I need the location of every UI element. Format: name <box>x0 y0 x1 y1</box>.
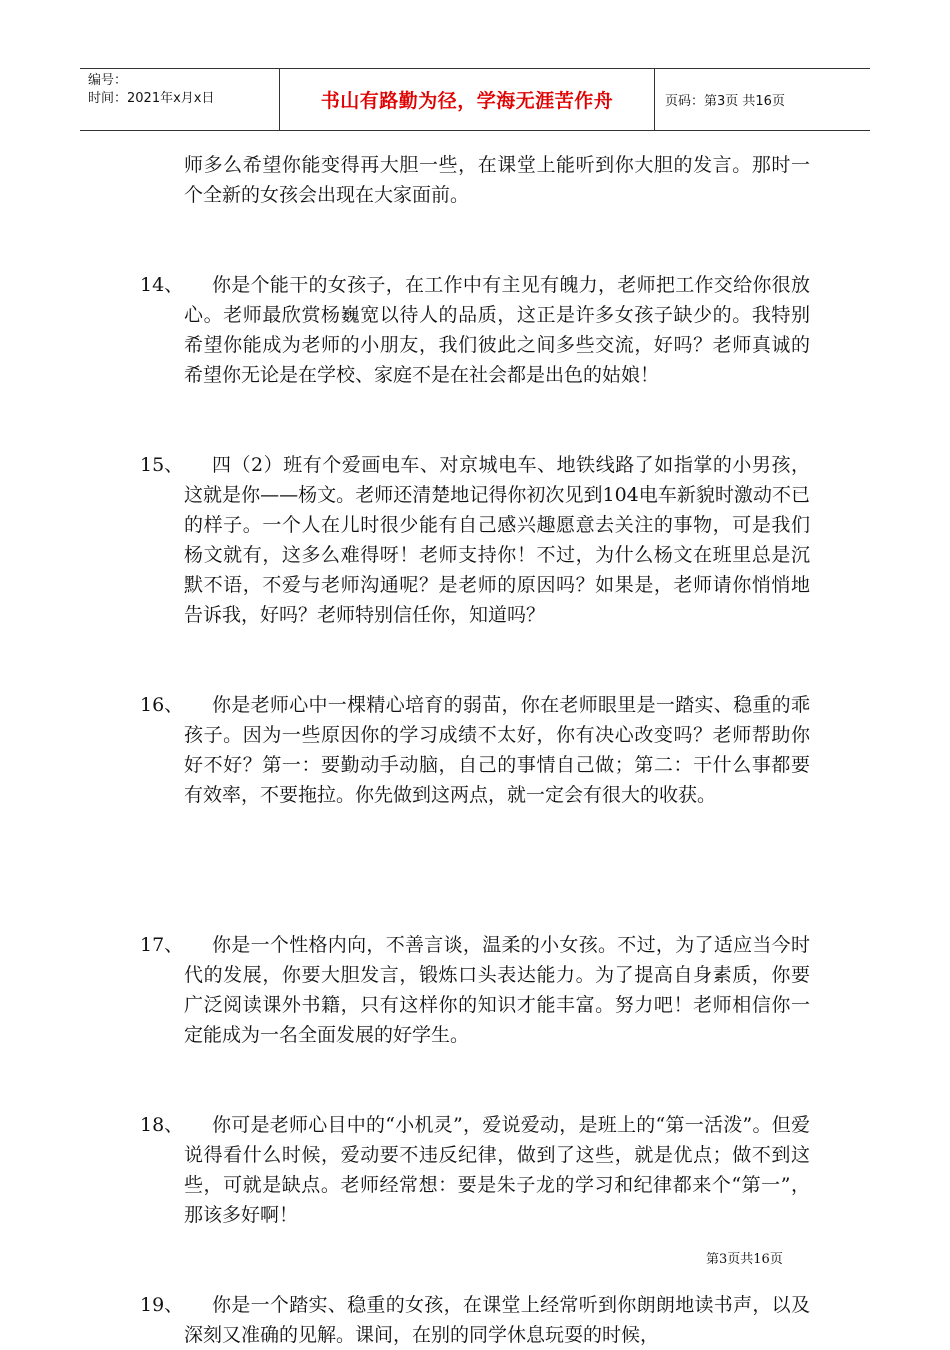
paragraph-text: 师多么希望你能变得再大胆一些，在课堂上能听到你大胆的发言。那时一个全新的女孩会出现在大家面前。 <box>184 154 810 206</box>
number-label: 编号： <box>88 73 128 88</box>
paragraph-text: 你是一个性格内向，不善言谈，温柔的小女孩。不过，为了适应当今时代的发展，你要大胆发言，锻炼口头表达能力。为了提高自身素质，你要广泛阅读课外书籍，只有这样你的知识才能丰富。努力吧！老师相信你一定能成为一名全面发展的好学生。 <box>184 934 810 1046</box>
paragraph-number: 17、 <box>140 934 184 956</box>
header-motto: 书山有路勤为径，学海无涯苦作舟 <box>280 69 655 130</box>
header-meta <box>80 69 280 130</box>
paragraph-15 <box>140 450 810 630</box>
paragraph-text: 你是个能干的女孩子，在工作中有主见有魄力，老师把工作交给你很放心。老师最欣赏杨巍宽以待人的品质，这正是许多女孩子缺少的。我特别希望你能成为老师的小朋友，我们彼此之间多些交流，好吗？老师真诚的希望你无论是在学校、家庭不是在社会都是出色的姑娘！ <box>184 274 810 386</box>
page-header <box>80 68 870 131</box>
header-page-info: 页码：第3页 共16页 <box>665 94 785 109</box>
paragraph-text: 你可是老师心目中的“小机灵”，爱说爱动，是班上的“第一活泼”。但爱说得看什么时候，爱动要不违反纪律，做到了这些，就是优点；做不到这些，可就是缺点。老师经常想：要是朱子龙的学习和纪律都来个“第一”，那该多好啊！ <box>184 1114 810 1226</box>
paragraph-14 <box>140 270 810 390</box>
document-body <box>140 146 810 1350</box>
page-footer: 第3页共16页 <box>706 1252 783 1267</box>
paragraph-text: 你是老师心中一棵精心培育的弱苗，你在老师眼里是一踏实、稳重的乖孩子。因为一些原因你的学习成绩不太好，你有决心改变吗？老师帮助你好不好？第一：要勤动手动脑，自己的事情自己做；第二：干什么事都要有效率，不要拖拉。你先做到这两点，就一定会有很大的收获。 <box>184 694 810 806</box>
paragraph-number: 19、 <box>140 1294 184 1316</box>
paragraph-number: 15、 <box>140 454 184 476</box>
paragraph-text: 四（2）班有个爱画电车、对京城电车、地铁线路了如指掌的小男孩，这就是你——杨文。老师还清楚地记得你初次见到104电车新貌时激动不已的样子。一个人在儿时很少能有自己感兴趣愿意去关注的事物，可是我们杨文就有，这多么难得呀！老师支持你！不过，为什么杨文在班里总是沉默不语，不爱与老师沟通呢？是老师的原因吗？如果是，老师请你悄悄地告诉我，好吗？老师特别信任你，知道吗？ <box>184 454 810 626</box>
time-label: 时间：2021年x月x日 <box>88 91 215 106</box>
paragraph-19 <box>140 1290 810 1350</box>
paragraph-18 <box>140 1110 810 1230</box>
paragraph-continued <box>140 150 810 210</box>
paragraph-number: 14、 <box>140 274 184 296</box>
paragraph-text: 你是一个踏实、稳重的女孩，在课堂上经常听到你朗朗地读书声，以及深刻又准确的见解。课间，在别的同学休息玩耍的时候， <box>184 1294 810 1346</box>
paragraph-16 <box>140 690 810 810</box>
paragraph-number: 18、 <box>140 1114 184 1136</box>
paragraph-17 <box>140 930 810 1050</box>
paragraph-number: 16、 <box>140 694 184 716</box>
